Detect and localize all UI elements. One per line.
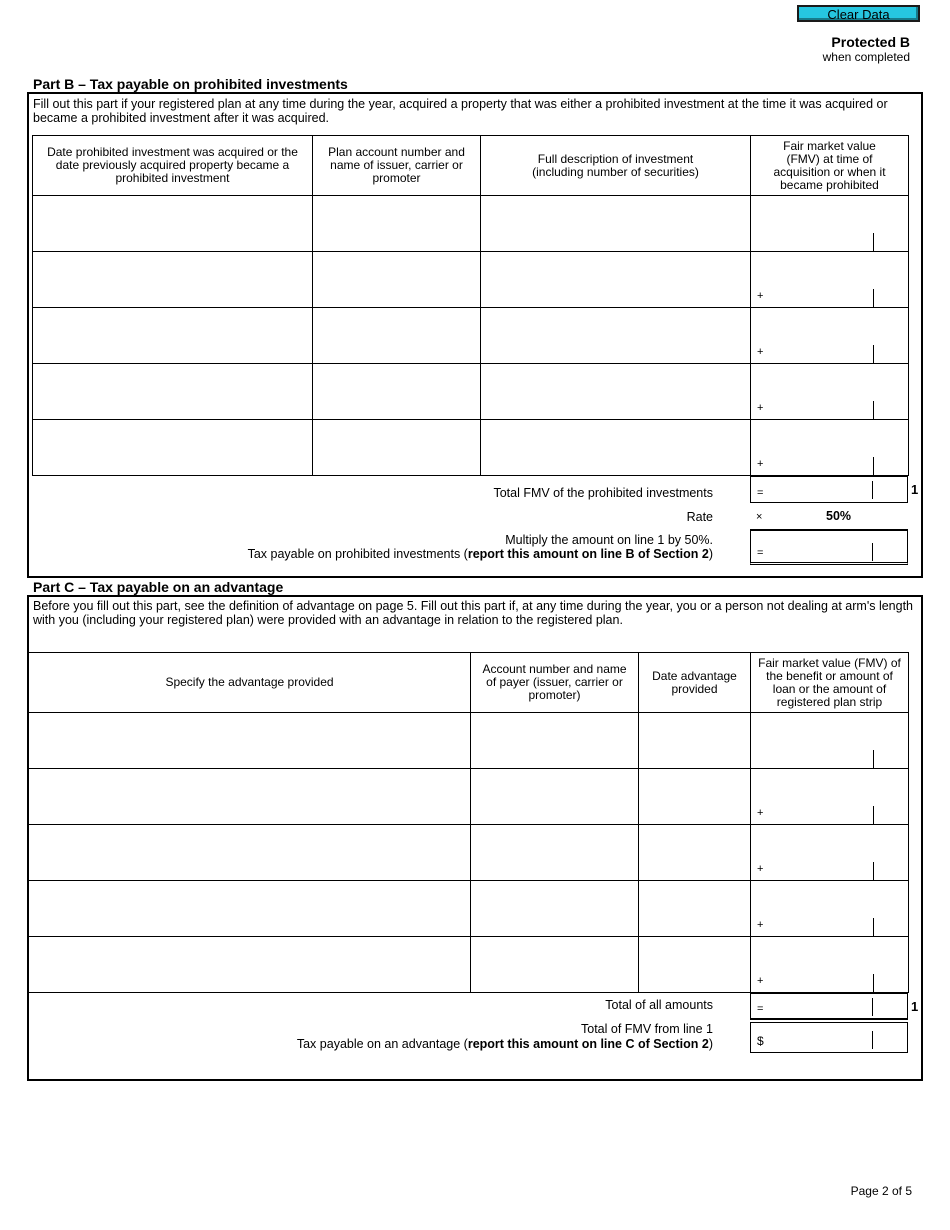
part-b-date-input[interactable]: [33, 420, 313, 476]
part-b-title: Part B – Tax payable on prohibited investments: [33, 76, 348, 92]
clear-data-button[interactable]: Clear Data: [797, 5, 920, 22]
part-c-date-input[interactable]: [639, 937, 751, 993]
part-c-col-fmv: Fair market value (FMV) of the benefit or amount of loan or the amount of registered plan strip: [751, 653, 909, 713]
table-row: [33, 420, 909, 476]
part-b-description-input[interactable]: [481, 196, 751, 252]
part-b-tax-field[interactable]: =: [750, 529, 908, 565]
protected-subtitle: when completed: [822, 50, 910, 64]
part-b-fmv-input[interactable]: +: [751, 308, 909, 364]
table-row: [29, 713, 909, 769]
part-b-description-input[interactable]: [481, 364, 751, 420]
part-c-intro: Before you fill out this part, see the definition of advantage on page 5. Fill out this part if, at any time during the year, you or a person not dealing at arm's length with you (including your registered plan) were provided with an advantage in relation to the registered plan.: [33, 599, 913, 627]
part-b-fmv-input[interactable]: +: [751, 252, 909, 308]
part-b-table: [32, 135, 909, 476]
part-c-fmv-input[interactable]: +: [751, 825, 909, 881]
part-b-col-fmv: Fair market value (FMV) at time of acquisition or when it became prohibited: [751, 136, 909, 196]
table-row: [29, 881, 909, 937]
table-row: [33, 196, 909, 252]
part-c-line-number: 1: [911, 999, 919, 1014]
part-b-date-input[interactable]: [33, 364, 313, 420]
table-row: [33, 252, 909, 308]
part-c-tax-label: Tax payable on an advantage (report this amount on line C of Section 2): [296, 1037, 713, 1051]
part-b-multiply-label: Multiply the amount on line 1 by 50%.: [505, 533, 713, 547]
part-b-description-input[interactable]: [481, 420, 751, 476]
part-b-account-input[interactable]: [313, 364, 481, 420]
part-c-fmv-input[interactable]: +: [751, 881, 909, 937]
part-c-table: [28, 652, 909, 993]
part-c-date-input[interactable]: [639, 825, 751, 881]
table-row: [29, 937, 909, 993]
table-row: [29, 825, 909, 881]
part-b-col-date: Date prohibited investment was acquired or the date previously acquired property became a prohibited investment: [33, 136, 313, 196]
part-c-tax-field[interactable]: $: [750, 1022, 908, 1053]
part-b-description-input[interactable]: [481, 308, 751, 364]
part-c-fmv-label: Total of FMV from line 1: [581, 1022, 713, 1036]
part-b-rate-label: Rate: [686, 510, 713, 524]
part-c-col-account: Account number and name of payer (issuer, carrier or promoter): [471, 653, 639, 713]
part-b-rate-value: 50%: [826, 509, 852, 523]
table-row: [33, 308, 909, 364]
table-row: [33, 364, 909, 420]
protected-b-notice: [823, 35, 910, 64]
part-b-date-input[interactable]: [33, 252, 313, 308]
part-b-fmv-input[interactable]: +: [751, 364, 909, 420]
table-row: [29, 769, 909, 825]
part-c-account-input[interactable]: [471, 937, 639, 993]
part-b-line-number: 1: [911, 482, 919, 497]
part-c-advantage-input[interactable]: [29, 881, 471, 937]
part-c-advantage-input[interactable]: [29, 713, 471, 769]
part-c-account-input[interactable]: [471, 881, 639, 937]
part-b-rate-op: ×: [756, 511, 763, 523]
part-c-date-input[interactable]: [639, 713, 751, 769]
part-b-account-input[interactable]: [313, 308, 481, 364]
part-c-title: Part C – Tax payable on an advantage: [33, 579, 284, 595]
part-c-fmv-input[interactable]: +: [751, 937, 909, 993]
part-b-account-input[interactable]: [313, 196, 481, 252]
part-c-advantage-input[interactable]: [29, 825, 471, 881]
part-c-account-input[interactable]: [471, 825, 639, 881]
part-c-account-input[interactable]: [471, 713, 639, 769]
part-b-total-label: Total FMV of the prohibited investments: [493, 486, 713, 500]
part-c-account-input[interactable]: [471, 769, 639, 825]
part-b-account-input[interactable]: [313, 252, 481, 308]
part-c-total-label: Total of all amounts: [605, 998, 713, 1012]
page-number: Page 2 of 5: [850, 1184, 912, 1198]
part-c-col-advantage: Specify the advantage provided: [29, 653, 471, 713]
part-b-fmv-input[interactable]: +: [751, 420, 909, 476]
protected-title: Protected B: [831, 34, 910, 50]
part-b-date-input[interactable]: [33, 196, 313, 252]
part-b-account-input[interactable]: [313, 420, 481, 476]
part-c-date-input[interactable]: [639, 881, 751, 937]
part-b-fmv-input[interactable]: [751, 196, 909, 252]
part-b-total-field[interactable]: =: [750, 476, 908, 503]
part-c-col-date: Date advantage provided: [639, 653, 751, 713]
part-c-advantage-input[interactable]: [29, 769, 471, 825]
part-c-advantage-input[interactable]: [29, 937, 471, 993]
part-b-date-input[interactable]: [33, 308, 313, 364]
part-b-col-account: Plan account number and name of issuer, carrier or promoter: [313, 136, 481, 196]
part-b-col-description: Full description of investment (including number of securities): [481, 136, 751, 196]
part-b-intro: Fill out this part if your registered plan at any time during the year, acquired a property that was either a prohibited investment at the time it was acquired or became a prohibited investment after it was acquired.: [33, 97, 888, 125]
part-c-fmv-input[interactable]: +: [751, 769, 909, 825]
part-b-tax-label: Tax payable on prohibited investments (report this amount on line B of Section 2): [247, 547, 713, 561]
part-c-total-field[interactable]: =: [750, 993, 908, 1020]
part-c-date-input[interactable]: [639, 769, 751, 825]
part-b-description-input[interactable]: [481, 252, 751, 308]
part-c-fmv-input[interactable]: [751, 713, 909, 769]
